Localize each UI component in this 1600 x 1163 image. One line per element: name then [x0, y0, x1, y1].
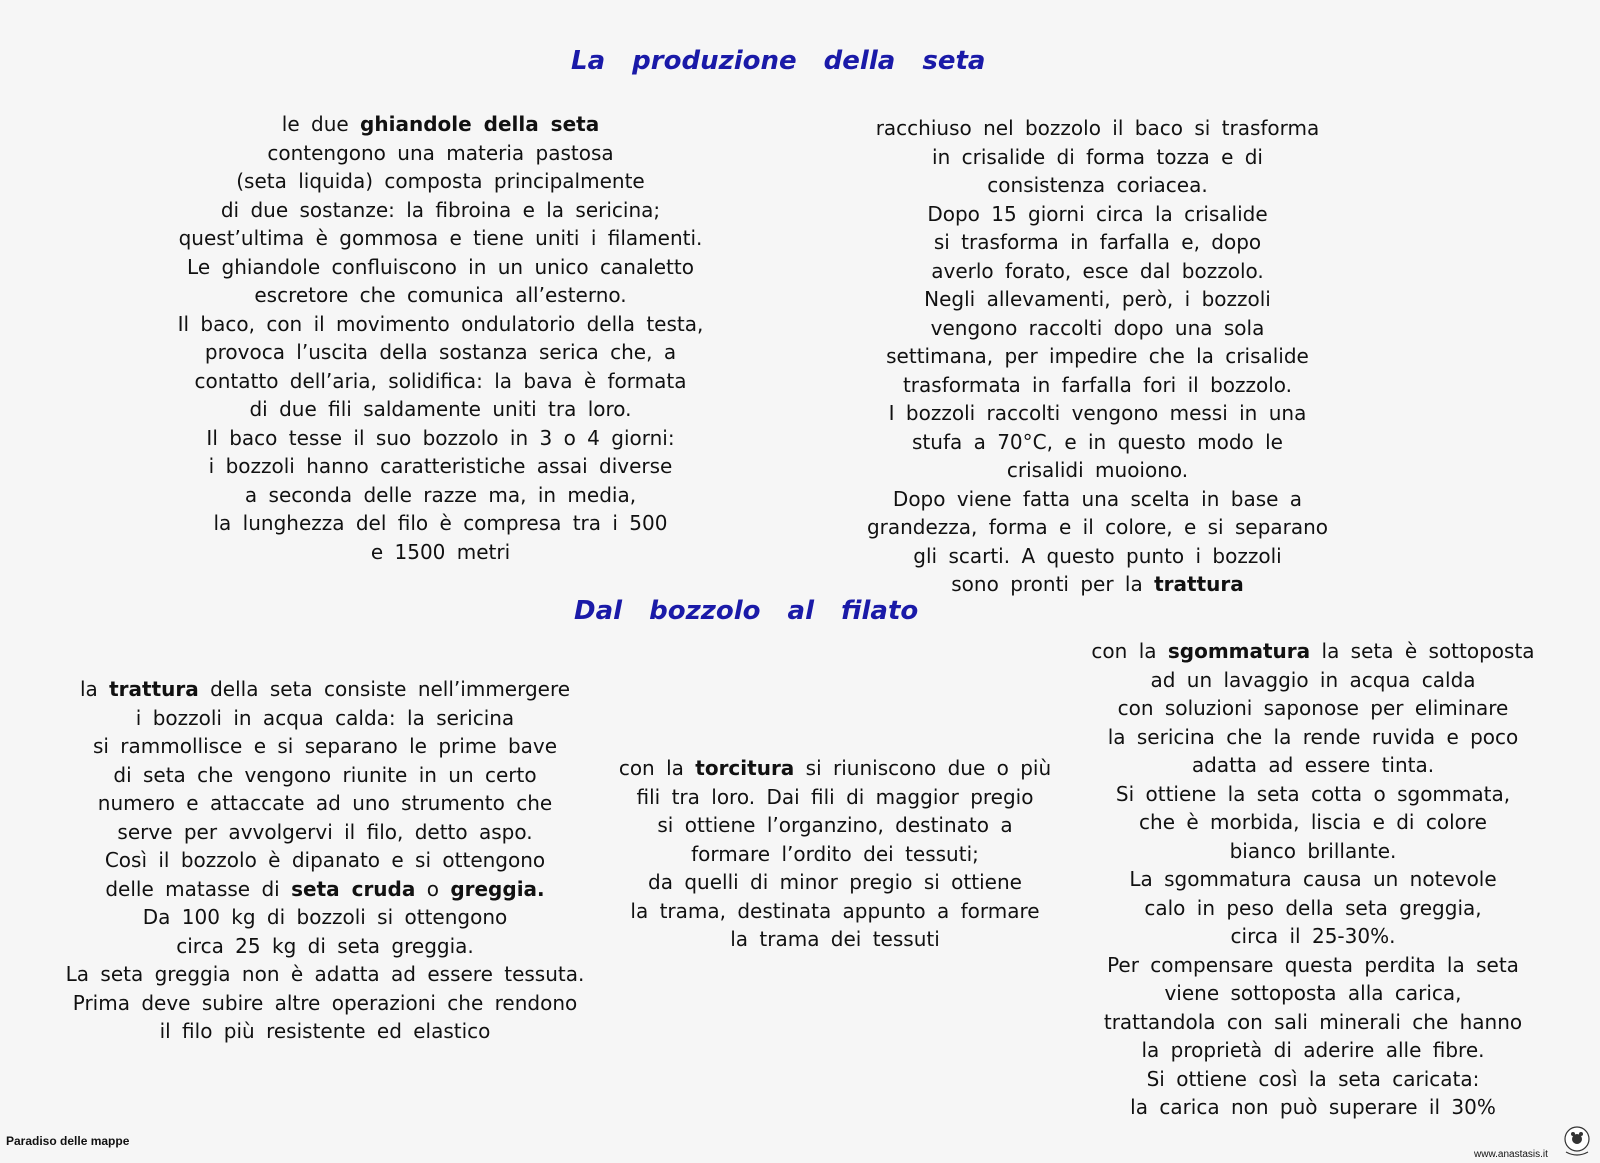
text-segment: escretore che comunica all’esterno.: [254, 283, 627, 307]
bold-term: ghiandole della seta: [360, 112, 600, 136]
text-segment: Si ottiene la seta cotta o sgommata,: [1115, 781, 1511, 806]
bold-term: torcitura: [695, 756, 795, 780]
text-segment: la: [79, 677, 110, 701]
text-line: [108, 367, 773, 396]
text-segment: serve per avvolgervi il filo, detto aspo.: [117, 819, 533, 844]
text-line: [20, 675, 630, 704]
text-segment: La sgommatura causa un notevole: [1129, 867, 1497, 891]
text-line: [1060, 780, 1566, 809]
text-segment: viene sottoposta alla carica,: [1164, 981, 1462, 1005]
text-segment: (seta liquida) composta principalmente: [236, 169, 645, 193]
text-line: [1060, 808, 1566, 837]
text-block-torcitura: [588, 754, 1082, 954]
text-segment: Prima deve subire altre operazioni che rendono: [72, 990, 578, 1015]
text-line: [820, 542, 1375, 571]
text-line: [820, 456, 1375, 485]
text-line: [1060, 1008, 1566, 1037]
text-line: [588, 783, 1082, 812]
text-segment: La seta greggia non è adatta ad essere tessuta.: [65, 962, 585, 986]
text-segment: con la: [618, 756, 696, 780]
text-segment: formare l’ordito dei tessuti;: [691, 841, 979, 866]
text-segment: di due fili saldamente uniti tra loro.: [249, 397, 632, 421]
text-line: [108, 481, 773, 510]
text-line: [108, 395, 773, 424]
text-segment: settimana, per impedire che la crisalide: [886, 344, 1309, 368]
text-segment: contengono una materia pastosa: [267, 140, 614, 165]
text-line: [820, 428, 1375, 457]
text-segment: Le ghiandole confluiscono in un unico canaletto: [187, 254, 694, 279]
text-segment: la trama, destinata appunto a formare: [630, 898, 1040, 923]
bold-term: sgommatura: [1167, 639, 1311, 663]
text-line: [20, 989, 630, 1018]
text-line: [820, 257, 1375, 286]
text-segment: delle matasse di: [105, 876, 292, 901]
bold-term: trattura: [1154, 572, 1244, 596]
text-segment: Così il bozzolo è dipanato e si ottengono: [104, 848, 546, 872]
text-segment: con la: [1091, 639, 1168, 663]
text-block-trattura: [20, 675, 630, 1046]
text-segment: racchiuso nel bozzolo il baco si trasforma: [875, 116, 1320, 140]
text-line: [108, 281, 773, 310]
text-segment: con soluzioni saponose per eliminare: [1117, 696, 1509, 720]
text-segment: in crisalide di forma tozza e di: [932, 144, 1263, 169]
text-line: [1060, 1093, 1566, 1122]
text-segment: si riuniscono due o più: [794, 756, 1052, 780]
text-line: [820, 570, 1375, 599]
text-segment: o: [415, 876, 451, 901]
text-segment: la trama dei tessuti: [730, 927, 940, 951]
text-line: [588, 840, 1082, 869]
text-segment: I bozzoli raccolti vengono messi in una: [888, 401, 1307, 425]
text-segment: i bozzoli in acqua calda: la sericina: [135, 705, 515, 730]
text-line: [108, 509, 773, 538]
text-line: [1060, 637, 1566, 666]
text-line: [1060, 751, 1566, 780]
text-line: [820, 399, 1375, 428]
text-segment: si rammollisce e si separano le prime bave: [92, 734, 558, 758]
text-segment: Il baco, con il movimento ondulatorio della testa,: [177, 311, 704, 336]
text-segment: la carica non può superare il 30%: [1130, 1095, 1496, 1119]
text-line: [108, 224, 773, 253]
text-segment: da quelli di minor pregio si ottiene: [648, 870, 1022, 894]
footer-website: www.anastasis.it: [1474, 1149, 1548, 1160]
text-line: [20, 704, 630, 733]
text-line: [588, 897, 1082, 926]
text-line: [20, 732, 630, 761]
section-title: Dal bozzolo al filato: [574, 596, 919, 626]
text-segment: gli scarti. A questo punto i bozzoli: [913, 543, 1282, 568]
text-line: [1060, 922, 1566, 951]
text-line: [20, 789, 630, 818]
text-segment: Da 100 kg di bozzoli si ottengono: [142, 905, 508, 929]
text-line: [820, 171, 1375, 200]
text-segment: si trasforma in farfalla e, dopo: [933, 230, 1262, 254]
footer-brand: Paradiso delle mappe: [6, 1134, 130, 1148]
text-segment: stufa a 70°C, e in questo modo le: [912, 429, 1283, 454]
text-segment: circa 25 kg di seta greggia.: [176, 933, 474, 958]
text-line: [1060, 894, 1566, 923]
text-segment: di due sostanze: la fibroina e la sericina;: [220, 197, 661, 222]
text-line: [820, 200, 1375, 229]
text-segment: le due: [281, 112, 361, 136]
text-line: [1060, 1036, 1566, 1065]
text-segment: trattandola con sali minerali che hanno: [1103, 1009, 1523, 1034]
text-segment: circa il 25-30%.: [1230, 924, 1396, 948]
text-segment: calo in peso della seta greggia,: [1144, 895, 1482, 920]
text-line: [820, 314, 1375, 343]
text-line: [820, 513, 1375, 542]
text-line: [20, 761, 630, 790]
text-line: [108, 310, 773, 339]
text-line: [20, 932, 630, 961]
text-line: [20, 903, 630, 932]
text-segment: fili tra loro. Dai fili di maggior pregio: [636, 784, 1034, 809]
text-line: [588, 925, 1082, 954]
text-line: [108, 253, 773, 282]
text-line: [20, 846, 630, 875]
text-line: [20, 875, 630, 904]
text-segment: trasformata in farfalla fori il bozzolo.: [902, 372, 1293, 397]
main-title: La produzione della seta: [571, 46, 986, 76]
text-segment: la sericina che la rende ruvida e poco: [1107, 724, 1519, 749]
text-line: [1060, 979, 1566, 1008]
text-segment: la seta è sottoposta: [1310, 639, 1535, 663]
text-line: [820, 342, 1375, 371]
text-segment: Dopo viene fatta una scelta in base a: [892, 486, 1303, 511]
text-segment: provoca l’uscita della sostanza serica che, a: [204, 340, 677, 364]
text-line: [820, 485, 1375, 514]
text-segment: Il baco tesse il suo bozzolo in 3 o 4 giorni:: [206, 425, 675, 450]
text-line: [108, 110, 773, 139]
text-line: [1060, 723, 1566, 752]
text-line: [108, 167, 773, 196]
text-line: [108, 196, 773, 225]
text-block-crisalide: [820, 114, 1375, 599]
text-segment: Per compensare questa perdita la seta: [1107, 952, 1519, 977]
text-segment: Dopo 15 giorni circa la crisalide: [927, 201, 1268, 226]
text-segment: ad un lavaggio in acqua calda: [1150, 667, 1476, 692]
text-line: [20, 818, 630, 847]
text-segment: si ottiene l’organzino, destinato a: [657, 813, 1013, 837]
text-line: [1060, 865, 1566, 894]
text-segment: e 1500 metri: [370, 539, 511, 564]
text-segment: sono pronti per la: [951, 572, 1155, 596]
text-line: [108, 538, 773, 567]
text-segment: Si ottiene così la seta caricata:: [1146, 1066, 1480, 1091]
text-segment: bianco brillante.: [1229, 838, 1397, 863]
text-segment: vengono raccolti dopo una sola: [930, 315, 1265, 340]
text-line: [108, 139, 773, 168]
text-segment: contatto dell’aria, solidifica: la bava è formata: [194, 368, 687, 393]
text-segment: Negli allevamenti, però, i bozzoli: [924, 287, 1271, 311]
text-line: [108, 338, 773, 367]
text-block-ghiandole: [108, 110, 773, 566]
text-segment: il filo più resistente ed elastico: [159, 1019, 491, 1043]
text-line: [820, 371, 1375, 400]
text-segment: che è morbida, liscia e di colore: [1139, 810, 1487, 834]
text-line: [1060, 837, 1566, 866]
text-line: [820, 143, 1375, 172]
text-segment: grandezza, forma e il colore, e si separano: [866, 515, 1329, 539]
text-segment: quest’ultima è gommosa e tiene uniti i filamenti.: [178, 226, 703, 250]
text-block-sgommatura: [1060, 637, 1566, 1122]
text-line: [820, 285, 1375, 314]
text-segment: i bozzoli hanno caratteristiche assai diverse: [208, 454, 673, 478]
text-segment: crisalidi muoiono.: [1006, 458, 1189, 482]
text-line: [1060, 666, 1566, 695]
text-line: [1060, 951, 1566, 980]
text-line: [820, 114, 1375, 143]
text-segment: la proprietà di aderire alle fibre.: [1141, 1038, 1485, 1062]
text-line: [20, 960, 630, 989]
text-segment: adatta ad essere tinta.: [1191, 753, 1435, 777]
text-line: [20, 1017, 630, 1046]
text-segment: numero e attaccate ad uno strumento che: [97, 791, 553, 815]
text-segment: consistenza coriacea.: [987, 173, 1208, 197]
text-line: [588, 868, 1082, 897]
text-segment: di seta che vengono riunite in un certo: [113, 762, 537, 787]
text-line: [820, 228, 1375, 257]
text-segment: la lunghezza del filo è compresa tra i 500: [213, 511, 668, 535]
text-line: [108, 452, 773, 481]
text-line: [1060, 1065, 1566, 1094]
text-line: [588, 754, 1082, 783]
bold-term: trattura: [109, 677, 199, 701]
bold-term: greggia.: [450, 876, 545, 901]
supermappe-logo-icon: [1562, 1124, 1592, 1158]
text-segment: averlo forato, esce dal bozzolo.: [931, 258, 1264, 283]
text-segment: a seconda delle razze ma, in media,: [244, 482, 637, 507]
bold-term: seta cruda: [291, 876, 416, 901]
text-segment: della seta consiste nell’immergere: [198, 677, 571, 701]
text-line: [588, 811, 1082, 840]
text-line: [108, 424, 773, 453]
text-line: [1060, 694, 1566, 723]
